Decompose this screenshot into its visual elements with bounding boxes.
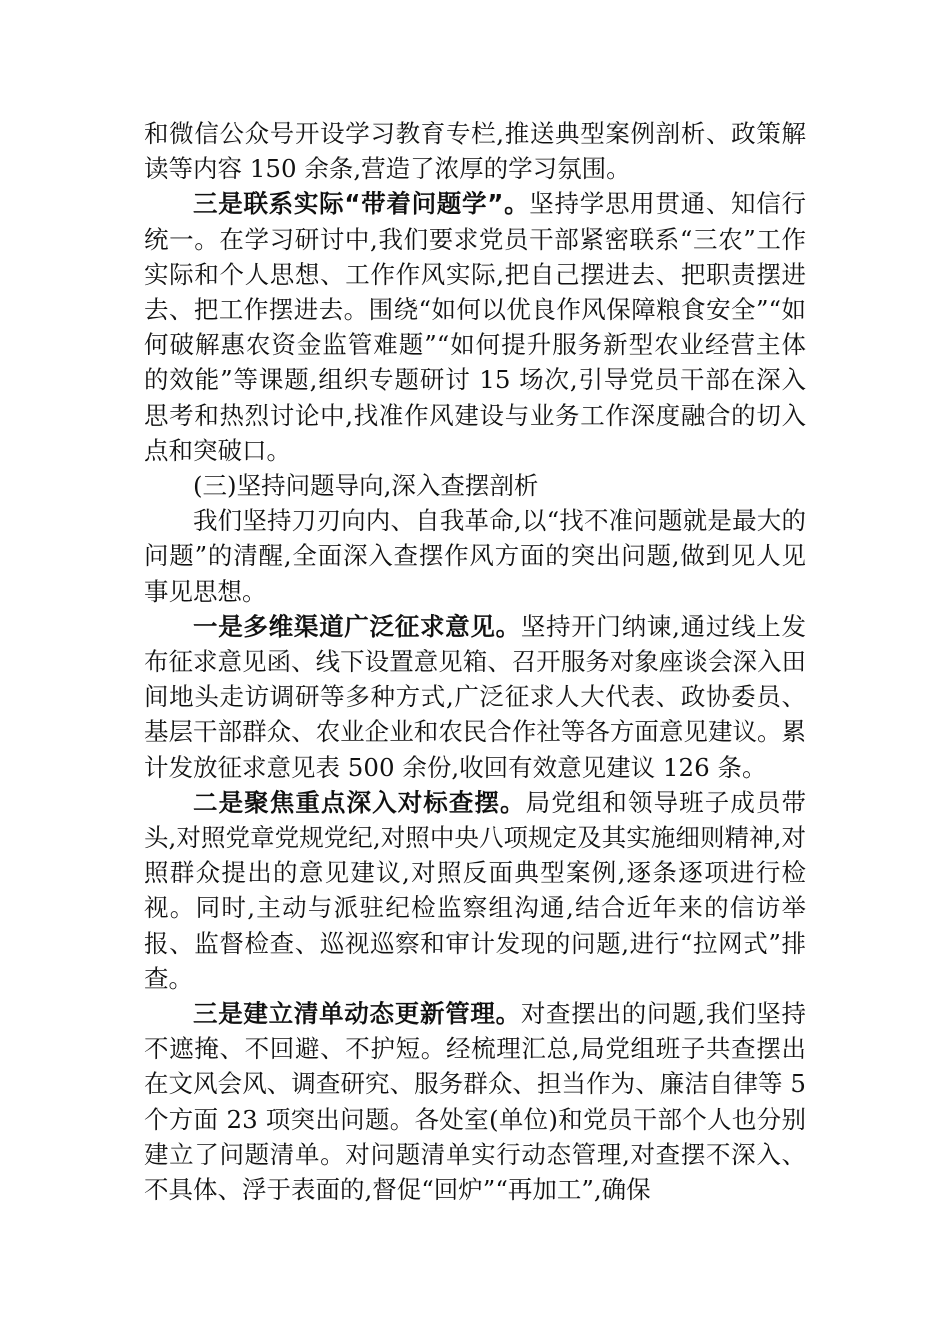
paragraph-text: 坚持开门纳谏,通过线上发布征求意见函、线下设置意见箱、召开服务对象座谈会深入田间地头走访调研等多种方式,广泛征求人大代表、政协委员、基层干部群众、农业企业和农民合作社等各方面意见建议。累计发放征求意见表 500 余份,收回有效意见建议 126 条。: [144, 611, 806, 782]
paragraph-text: 局党组和领导班子成员带头,对照党章党规党纪,对照中央八项规定及其实施细则精神,对照群众提出的意见建议,对照反面典型案例,逐条逐项进行检视。同时,主动与派驻纪检监察组沟通,结合近年来的信访举报、监督检查、巡视巡察和审计发现的问题,进行“拉网式”排查。: [144, 787, 807, 993]
paragraph-lead: 二是聚焦重点深入对标查摆。: [193, 787, 526, 817]
document-page: [144, 116, 806, 1207]
paragraph-continuation: [144, 116, 806, 186]
paragraph-multi-channel: [144, 609, 806, 785]
paragraph-intro: [144, 503, 806, 609]
section-heading-text: (三)坚持问题导向,深入查摆剖析: [193, 471, 539, 501]
paragraph-study-with-problems: [144, 186, 806, 468]
paragraph-text: 坚持学思用贯通、知信行统一。在学习研讨中,我们要求党员干部紧密联系“三农”工作实际和个人思想、工作作风实际,把自己摆进去、把职责摆进去、把工作摆进去。围绕“如何以优良作风保障粮食安全”“如何破解惠农资金监管难题”“如何提升服务新型农业经营主体的效能”等课题,组织专题研讨 15 场次,引导党员干部在深入思考和热烈讨论中,找准作风建设与业务工作深度融合的切入点和突破口。: [144, 189, 807, 465]
paragraph-lead: 三是建立清单动态更新管理。: [193, 999, 521, 1029]
section-heading: [144, 468, 806, 503]
paragraph-lead: 一是多维渠道广泛征求意见。: [193, 611, 521, 641]
paragraph-lead: 三是联系实际“带着问题学”。: [193, 189, 530, 219]
paragraph-text: 和微信公众号开设学习教育专栏,推送典型案例剖析、政策解读等内容 150 余条,营造了浓厚的学习氛围。: [144, 119, 806, 184]
paragraph-text: 我们坚持刀刃向内、自我革命,以“找不准问题就是最大的问题”的清醒,全面深入查摆作风方面的突出问题,做到见人见事见思想。: [144, 506, 806, 606]
paragraph-checklist-management: [144, 996, 806, 1207]
paragraph-text: 对查摆出的问题,我们坚持不遮掩、不回避、不护短。经梳理汇总,局党组班子共查摆出在文风会风、调查研究、服务群众、担当作为、廉洁自律等 5 个方面 23 项突出问题。各处室(单位)和党员干部个人也分别建立了问题清单。对问题清单实行动态管理,对查摆不深入、不具体、浮于表面的,督促“回炉”“再加工”,确保: [144, 999, 806, 1205]
paragraph-focus-key-points: [144, 785, 806, 996]
